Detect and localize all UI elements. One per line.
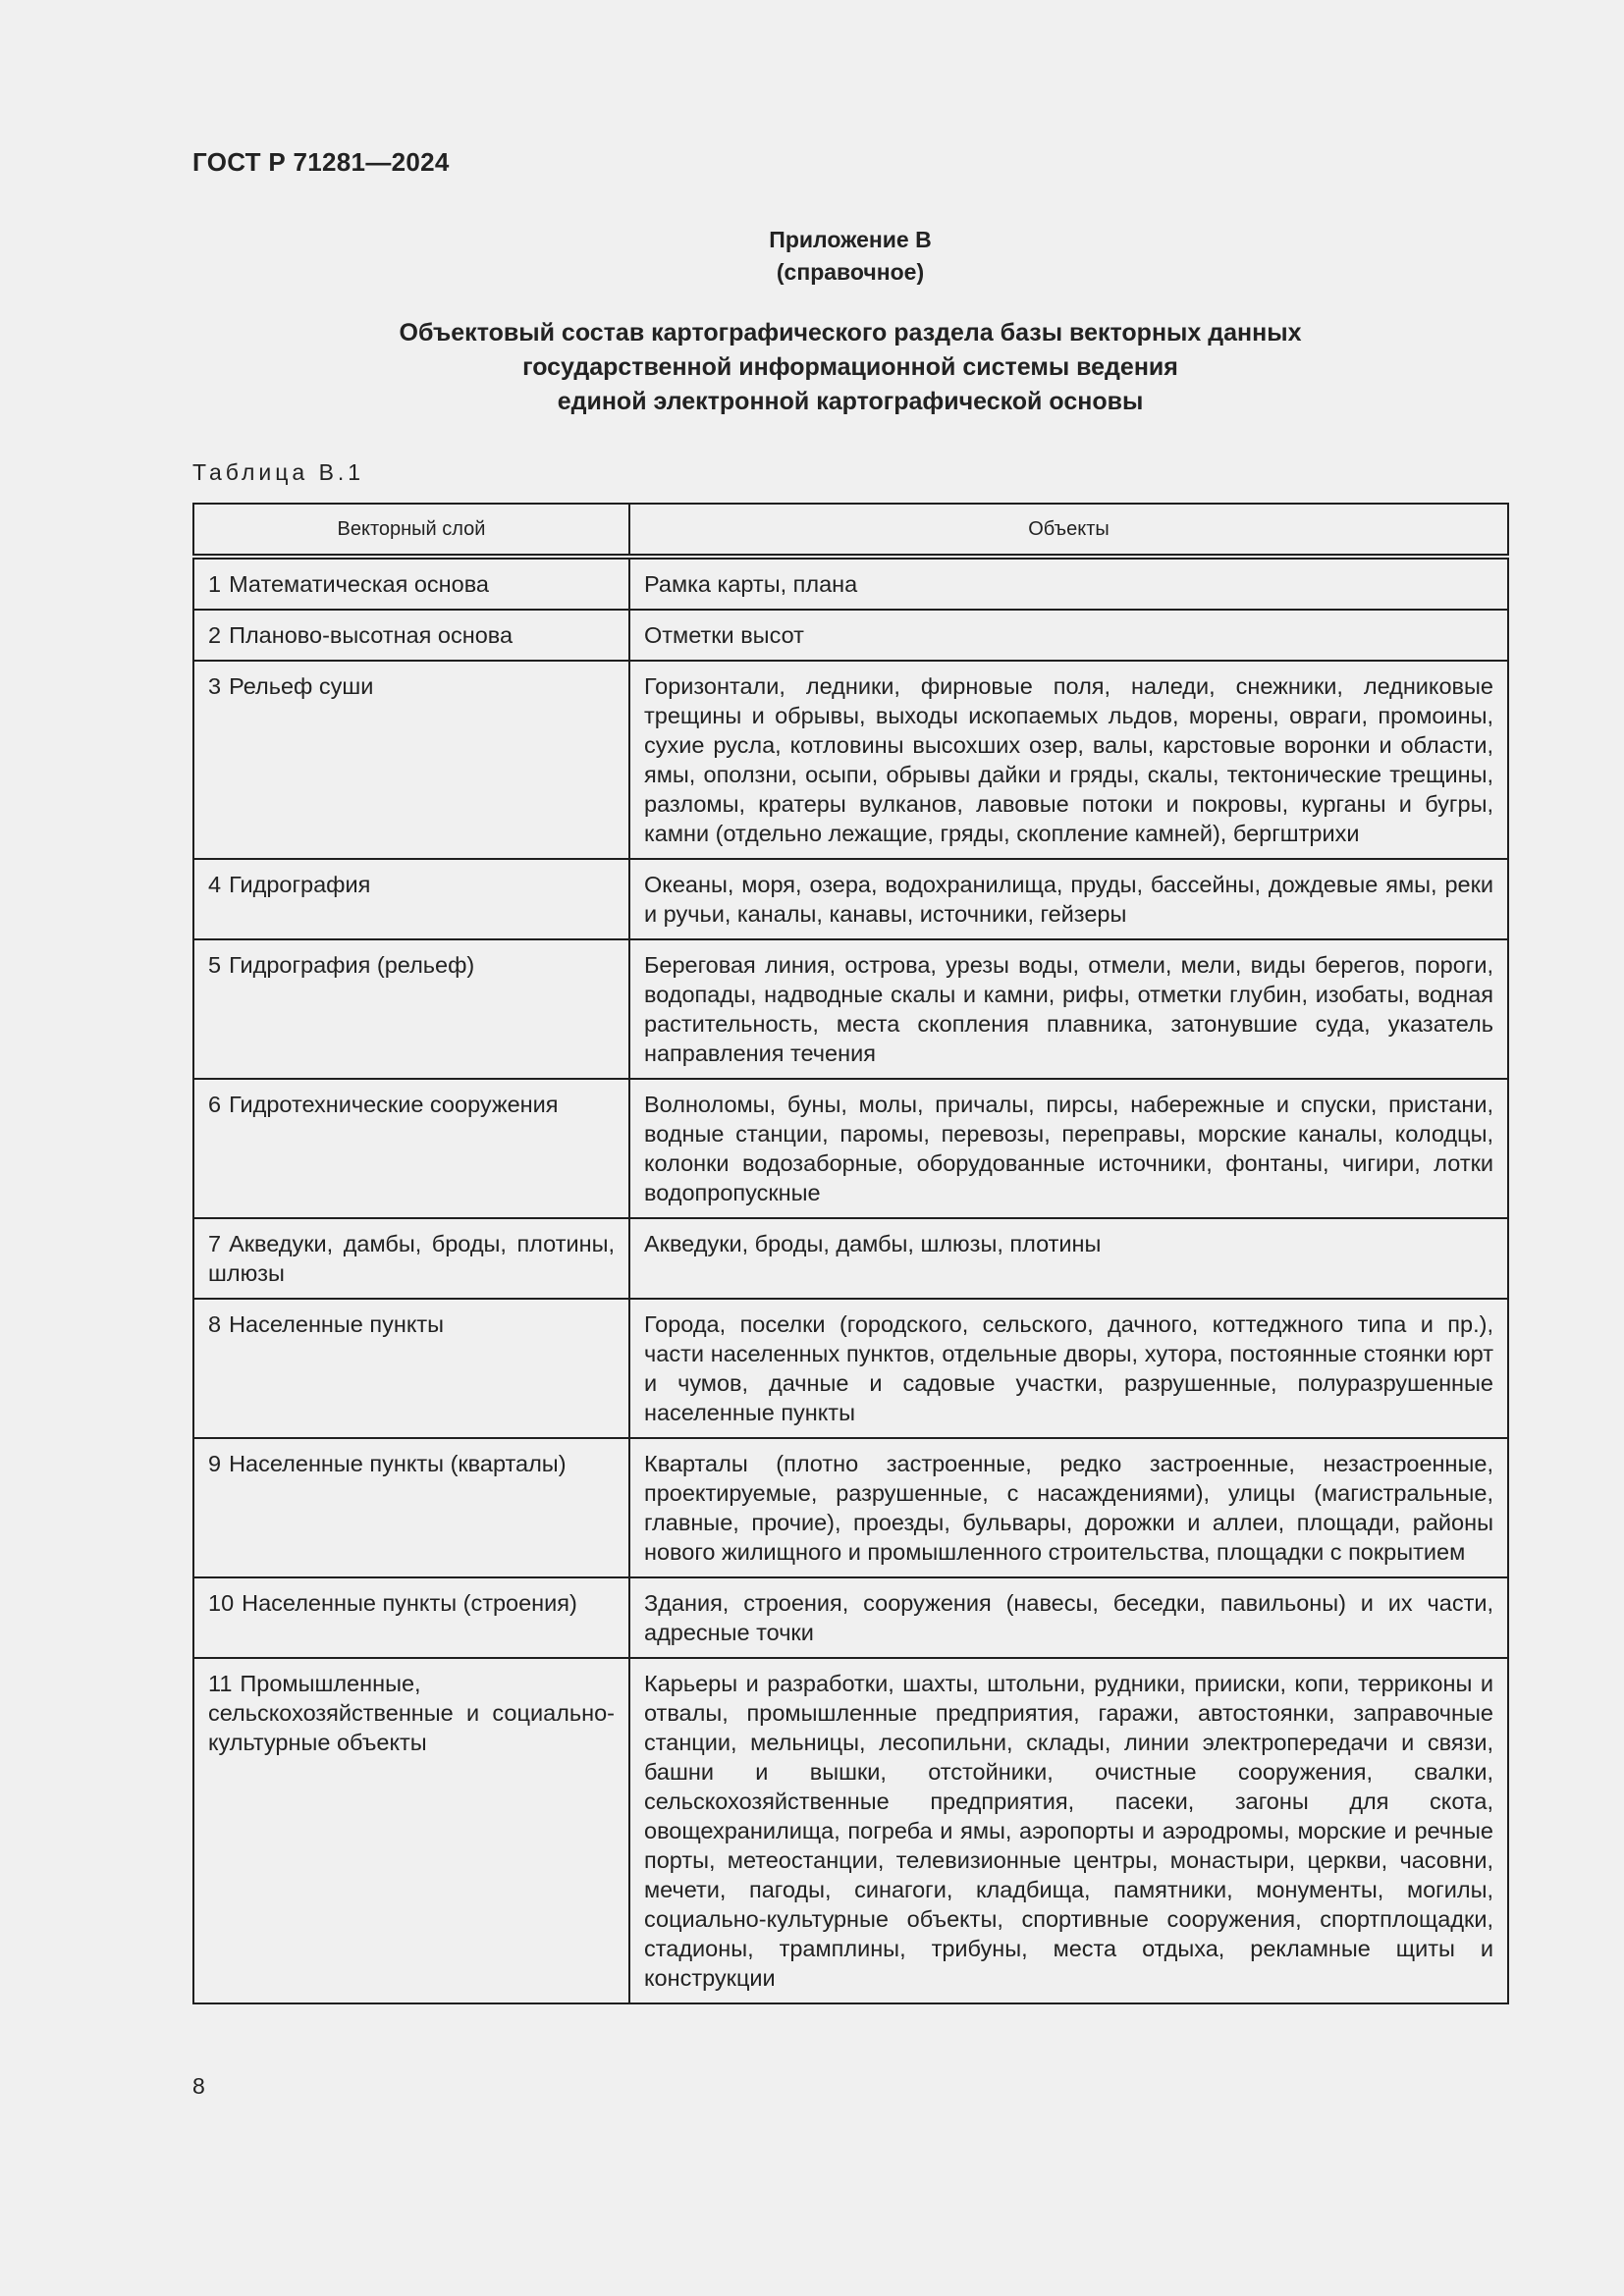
objects-cell: Кварталы (плотно застроенные, редко застроенные, незастроенные, проектируемые, разрушенные, с насаждениями), улицы (магистральные, главные, прочие), проезды, бульвары, дорожки и аллеи, площади, районы нового жилищного и промышленного строительства, площадки с покрытием [629, 1438, 1508, 1577]
layer-cell [193, 1299, 629, 1438]
appendix-name: Приложение В [769, 227, 932, 252]
layer-cell [193, 939, 629, 1079]
table-row [193, 1299, 1508, 1438]
table-row [193, 1218, 1508, 1299]
appendix-kind: (справочное) [776, 259, 925, 285]
row-number: 11 [208, 1671, 233, 1696]
objects-cell: Горизонтали, ледники, фирновые поля, наледи, снежники, ледниковые трещины и обрывы, выходы ископаемых льдов, морены, овраги, промоины, сухие русла, котловины высохших озер, валы, карстовые воронки и области, ямы, оползни, осыпи, обрывы дайки и гряды, скалы, тектонические трещины, разломы, кратеры вулканов, лавовые потоки и покровы, курганы и бугры, камни (отдельно лежащие, гряды, скопление камней), бергштрихи [629, 661, 1508, 859]
row-number: 9 [208, 1451, 222, 1476]
layer-name: Промышленные, сельскохозяйственные и социально-культурные объекты [208, 1671, 615, 1755]
header-objects: Объекты [629, 504, 1508, 557]
objects-cell: Карьеры и разработки, шахты, штольни, рудники, прииски, копи, терриконы и отвалы, промышленные предприятия, гаражи, автостоянки, заправочные станции, мельницы, лесопильни, склады, линии электропередачи и связи, башни и вышки, отстойники, очистные сооружения, свалки, сельскохозяйственные предприятия, пасеки, загоны для скота, овощехранилища, погреба и ямы, аэропорты и аэродромы, морские и речные порты, метеостанции, телевизионные центры, монастыри, церкви, часовни, мечети, пагоды, синагоги, кладбища, памятники, монументы, могилы, социально-культурные объекты, спортивные сооружения, спортплощадки, стадионы, трамплины, трибуны, места отдыха, рекламные щиты и конструкции [629, 1658, 1508, 2003]
table-header-row [193, 504, 1508, 557]
table-row [193, 859, 1508, 939]
table-row [193, 1438, 1508, 1577]
layer-name: Акведуки, дамбы, броды, плотины, шлюзы [208, 1231, 615, 1286]
row-number: 10 [208, 1590, 235, 1616]
layer-name: Гидротехнические сооружения [229, 1092, 559, 1117]
layer-cell [193, 1438, 629, 1577]
document-code: ГОСТ Р 71281—2024 [192, 147, 450, 177]
layer-cell [193, 1218, 629, 1299]
title-line-1: Объектовый состав картографического раздела базы векторных данных [399, 319, 1302, 347]
objects-cell: Здания, строения, сооружения (навесы, беседки, павильоны) и их части, адресные точки [629, 1577, 1508, 1658]
layer-name: Населенные пункты (кварталы) [229, 1451, 567, 1476]
layer-name: Планово-высотная основа [229, 622, 514, 648]
objects-cell: Города, поселки (городского, сельского, дачного, коттеджного типа и пр.), части населенных пунктов, отдельные дворы, хутора, постоянные стоянки юрт и чумов, дачные и садовые участки, разрушенные, полуразрушенные населенные пункты [629, 1299, 1508, 1438]
layer-name: Населенные пункты [229, 1311, 445, 1337]
objects-cell: Отметки высот [629, 610, 1508, 661]
row-number: 3 [208, 673, 222, 699]
layer-cell [193, 610, 629, 661]
document-title [192, 316, 1508, 419]
objects-cell: Береговая линия, острова, урезы воды, отмели, мели, виды берегов, пороги, водопады, надводные скалы и камни, рифы, отметки глубин, изобаты, водная растительность, места скопления плавника, затонувшие суда, указатель направления течения [629, 939, 1508, 1079]
objects-cell: Акведуки, броды, дамбы, шлюзы, плотины [629, 1218, 1508, 1299]
row-number: 5 [208, 952, 222, 978]
table-row [193, 1658, 1508, 2003]
layer-cell [193, 1079, 629, 1218]
table-row [193, 1079, 1508, 1218]
layer-name: Гидрография (рельеф) [229, 952, 475, 978]
row-number: 6 [208, 1092, 222, 1117]
layer-name: Гидрография [229, 872, 371, 897]
table-caption: Таблица В.1 [192, 459, 365, 485]
row-number: 2 [208, 622, 222, 648]
layer-name: Математическая основа [229, 571, 489, 597]
title-line-2: государственной информационной системы ведения [522, 353, 1178, 381]
appendix-heading [192, 224, 1508, 289]
title-line-3: единой электронной картографической основы [557, 388, 1144, 415]
objects-cell: Океаны, моря, озера, водохранилища, пруды, бассейны, дождевые ямы, реки и ручьи, каналы, канавы, источники, гейзеры [629, 859, 1508, 939]
objects-cell: Рамка карты, плана [629, 557, 1508, 610]
row-number: 7 [208, 1231, 222, 1256]
layer-cell [193, 859, 629, 939]
layer-cell [193, 661, 629, 859]
table-row [193, 1577, 1508, 1658]
row-number: 4 [208, 872, 222, 897]
table-row [193, 557, 1508, 610]
row-number: 8 [208, 1311, 222, 1337]
objects-table [192, 503, 1509, 2004]
row-number: 1 [208, 571, 222, 597]
layer-name: Рельеф суши [229, 673, 374, 699]
header-layer: Векторный слой [193, 504, 629, 557]
page-number: 8 [192, 2073, 205, 2099]
table-row [193, 610, 1508, 661]
table-row [193, 939, 1508, 1079]
objects-cell: Волноломы, буны, молы, причалы, пирсы, набережные и спуски, пристани, водные станции, паромы, перевозы, переправы, морские каналы, колодцы, колонки водозаборные, оборудованные источники, фонтаны, чигири, лотки водопропускные [629, 1079, 1508, 1218]
layer-cell [193, 1658, 629, 2003]
layer-cell [193, 1577, 629, 1658]
table-row [193, 661, 1508, 859]
layer-name: Населенные пункты (строения) [242, 1590, 577, 1616]
layer-cell [193, 557, 629, 610]
